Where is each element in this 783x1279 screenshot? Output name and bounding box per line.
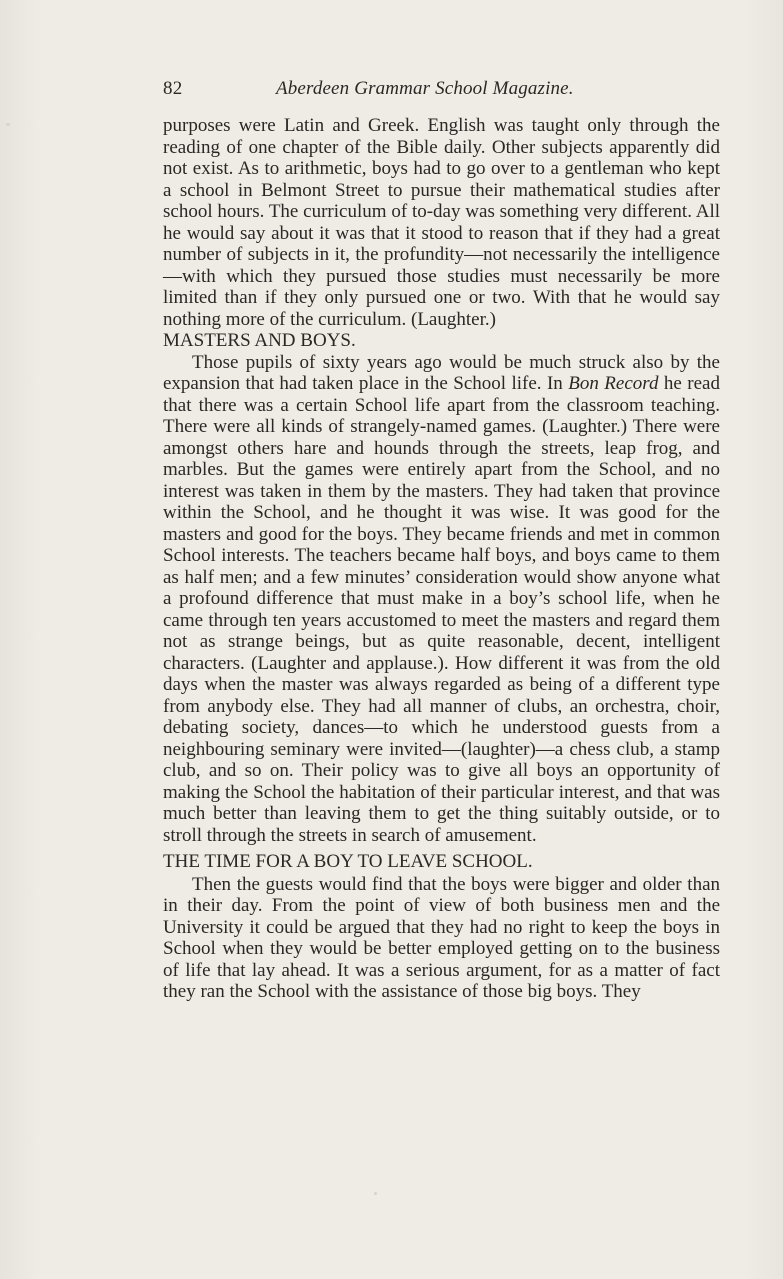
page-number: 82 [163,78,183,99]
heading-word: A [296,851,309,872]
heading-initial: S [451,851,463,872]
heading-word: ASTERS [179,330,251,351]
heading-word: FOR [255,851,293,872]
paper-blemish [6,123,10,126]
heading-word: AND [254,330,296,351]
heading-word: HE [174,851,200,872]
heading-initial: B [313,851,327,872]
heading-initial: M [163,330,180,351]
paragraph-text: he read that there was a certain School life apart from the classroom teaching. There were all kinds of strangely-named games. (Laughter.) There were amongst others hare and hounds through the streets, leap frog, and marbles. But the games were entirely apart from the School, and no interest was taken in them by the masters. They had taken that province within the School, and he thought it was wise. It was good for the masters and good for the boys. They became friends and met in common School interests. The teachers became half boys, and boys came to them as half men; and a few minutes’ consideration would show anyone what a profound difference that must make in a boy’s school life, when he came through ten years accustomed to meet the masters and regard them not as strange beings, but as quite reasonable, decent, intelligent characters. (Laughter and applause.). How different it was from the old days when the master was always regarded as being of a different type from anybody else. They had all manner of clubs, an orchestra, choir, debating society, dances—to which he understood guests from a neighbouring seminary were invited—(laughter)—a chess club, a stamp club, and so on. Their policy was to give all boys an opportunity of making the School the habitation of their particular interest, and that was much better than leaving them to get the thing suitably outside, or to stroll through the streets in search of amusement. [163,373,720,846]
heading-word: TO [357,851,383,872]
heading-initial: T [204,851,216,872]
heading-initial: L [387,851,399,872]
heading-initial: T [163,851,175,872]
heading-word: OY [326,851,354,872]
heading-word: IME [215,851,251,872]
heading-word: CHOOL. [462,851,533,872]
publication-title: Bon Record [568,373,659,394]
heading-masters-and-boys [163,330,720,352]
paper-blemish [374,1192,377,1195]
heading-initial: B [300,330,313,351]
paragraph-curriculum: purposes were Latin and Greek. English was taught only through the reading of one chapter of the Bible daily. Other subjects apparently did not exist. As to arithmetic, boys had to go over to a gentleman who kept a school in Belmont Street to pursue their mathematical studies after school hours. The curriculum of to-day was something very different. All he would say about it was that it stood to reason that if they had a great number of subjects in it, the profundity—not necessarily the intelligence—with which they pursued those studies must necessarily be more limited than if they only pursued one or two. With that he would say nothing more of the curriculum. (Laughter.) [163,115,720,330]
page-header [163,76,720,104]
article-body [163,115,720,1003]
heading-time-to-leave [163,851,720,873]
heading-word: OYS. [312,330,356,351]
paragraph-school-life [163,352,720,847]
paragraph-text: Those pupils of sixty years ago would be much struck also by the expansion that had taken place in the School life. In [163,351,720,394]
running-title: Aberdeen Grammar School Magazine. [276,78,574,99]
heading-word: EAVE [398,851,448,872]
paragraph-boys-bigger: Then the guests would find that the boys were bigger and older than in their day. From the point of view of both business men and the University it could be argued that they had no right to keep the boys in School when they would be better employed getting on to the business of life that lay ahead. It was a serious argument, for as a matter of fact they ran the School with the assistance of those big boys. They [163,873,720,1002]
